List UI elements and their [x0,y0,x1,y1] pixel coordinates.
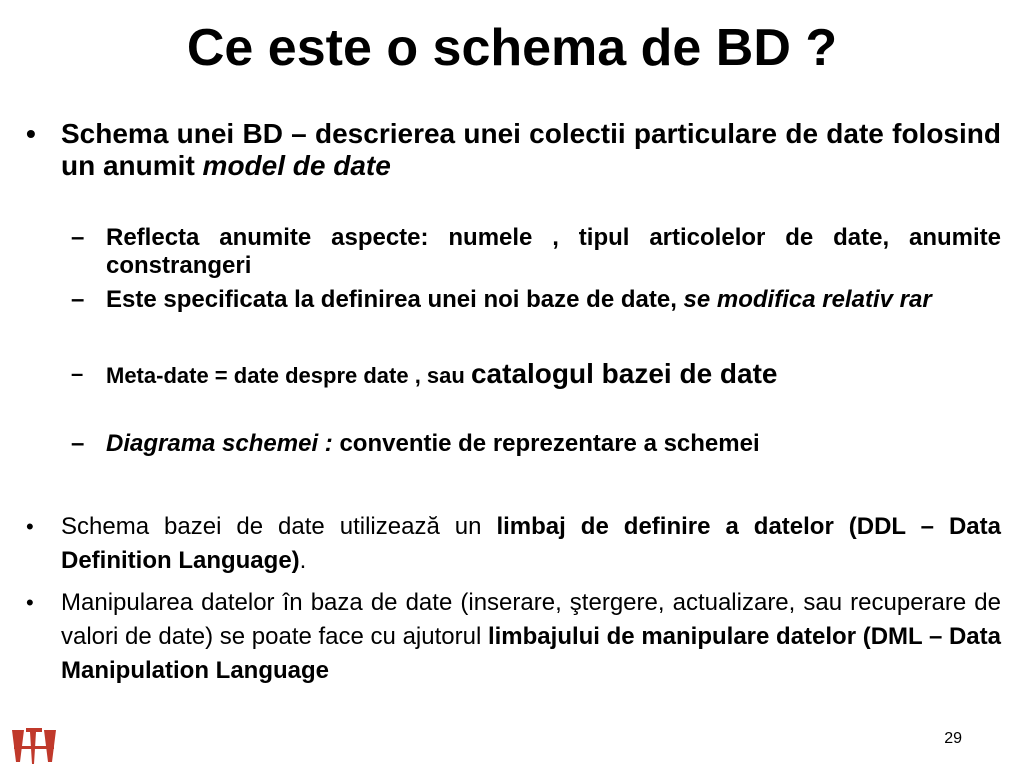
bullet-text: Schema unei BD – descrierea unei colectii particulare de date folosind un anumit [61,118,1001,181]
bullet-marker: • [26,514,34,539]
page-number: 29 [944,730,962,747]
sub-bullet-text: Reflecta anumite aspecte: numele , tipul articolelor de date, anumite constrangeri [106,224,1001,279]
bullet-bold-text: limbaj de definire a datelor (DDL – Data Definition Language) [61,513,1001,574]
sub-bullet-reflecta [26,224,1001,280]
dash-marker: – [71,430,85,457]
bullet-text: Manipularea datelor în baza de date (inserare, ştergere, actualizare, sau recuperare de valori de date) se poate face cu ajutorul [61,589,1001,650]
bullet-end-text: . [299,547,307,574]
dash-marker: – [71,361,84,386]
bullet-dml [26,586,1001,688]
sub-bullet-diagrama [26,430,1001,458]
bullet-schema-definition [26,118,1001,182]
sub-bullet-italic-text: se modifica relativ rar [683,286,932,313]
bullet-text: Schema bazei de date utilizează un [61,513,497,540]
slide-content [26,118,1001,688]
sub-bullet-large-text: catalogul bazei de date [470,358,778,389]
bullet-bold-text: limbajului de manipulare datelor (DML – Data Manipulation Language [61,623,1001,684]
dash-marker: – [71,286,85,313]
logo-shapes [12,728,56,764]
slide-title: Ce este o schema de BD ? [186,19,838,77]
sub-bullet-meta-date [26,358,1001,392]
dash-marker: – [71,224,85,251]
bullet-italic-text: model de date [202,150,391,181]
sub-bullet-text: Meta-date = date despre date , sau [106,363,471,388]
bullet-marker: • [26,590,34,615]
sub-bullet-italic-text: Diagrama schemei : [106,430,333,457]
sub-bullet-specificata [26,286,1001,314]
sub-bullet-text: Este specificata la definirea unei noi baze de date, [106,286,684,313]
bullet-ddl [26,510,1001,578]
university-logo-icon [10,726,58,766]
sub-bullet-text: conventie de reprezentare a schemei [332,430,760,457]
bullet-marker: • [26,118,36,149]
